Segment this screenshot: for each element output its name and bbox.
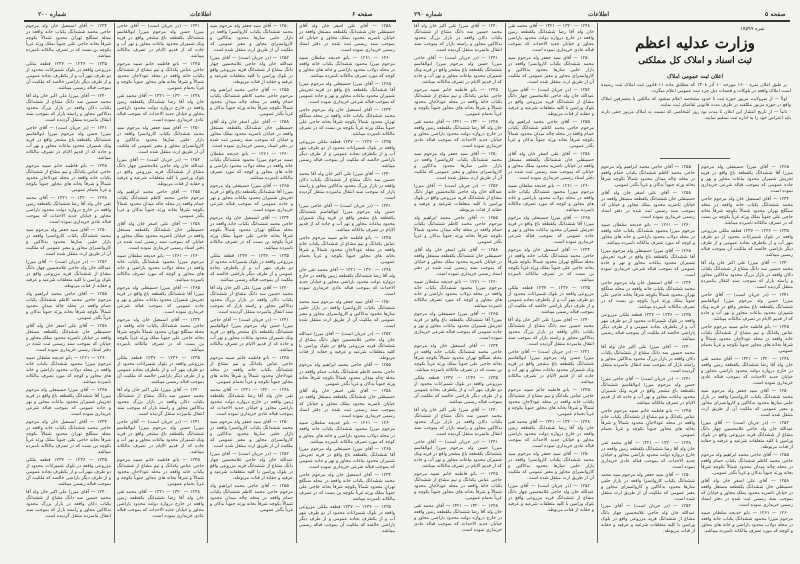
registry-entry: ۱۲۴۱ — (در جریان است) — آقای حاجی میرزا حسن ولد مرحوم میرزا ابوالقاسم ششدانگ یکقطعه باغ مشجر واقع در قریه ونک شمیران محدود بباغات مجاور و نهر آب و جاده که از قدیم الایام در تصرف مالکانه میباشد. <box>299 203 395 233</box>
registry-entry: ۱۲۵۲ — (در جریان است) — آقای میرزا عبدالله خان ولد حاجی غلامحسین چهار دانگ مشاع از ششدانگ قریه مزروعی واقع در بلوک ورامین با کلیه متعلقات شرعیه و عرفیه و حقابه از قنات مربوطه. <box>210 55 293 86</box>
registry-entry: ۱۲۵۰ — آقای سید جعفر ولد مرحوم سید محمد ششدانگ یکباب کاروانسرا واقعه در بازار حلبی سازها محدود بدکاکین و کاروانسرای مجاور و معبر عمومی که ملکیت آن از طریق ارث منتقل شده است. <box>210 24 293 54</box>
registry-entry: ۱۲۳۴ — آقای اسمعیل خان ولد مرحوم حاجی محمد ششدانگ یکباب خانه واقعه در محله سنگلج تهران محدود شمالاً بکوچه شرقاً بخانه حاجی علی جنوباً بملک ورثه غرباً بکوچه بن بست که در تصرف مالکانه نامبرده میباشد. <box>299 473 395 503</box>
registry-entry: ۱۲۵۵ — آقای حاجی محمد ابراهیم ولد مرحوم حاجی محمد کاظم ششدانگ یکباب حمام واقعه در محله چاله میدان محدود شمالاً بکوچه شرقاً بخانه ورثه جنوباً بدکان و غرباً بگذر عمومی. <box>701 452 793 476</box>
registry-entry: ۱۲۳۴ — آقای اسمعیل خان ولد مرحوم حاجی محمد ششدانگ یکباب خانه واقعه در محله سنگلج تهران محدود شمالاً بکوچه شرقاً بخانه حاجی علی جنوباً بملک ورثه غرباً بکوچه بن بست که در تصرف مالکانه نامبرده میباشد. <box>414 343 502 374</box>
registry-entry: ۱۲۵۸ — آقای علی اصغر خان ولد آقای حسینقلی خان ششدانگ یکقطعه مستغل واقعه در خیابان ناصریه محدود بملک مجاور و خیابان که بموجب سند رسمی ثبت شده در دفتر اسناد رسمی خریداری نموده است. <box>414 247 502 278</box>
registry-entry: ۱۲۴۸ — ۱۳۲۰ — ۱۳۲۱ — آقای محمد تقی خان ولد آقا رضا ششدانگ یکقطعه زمین واقعه در خارج دروازه دولت محدود باراضی مجاور و خیابان جدید الاحداث که بموجب قباله عادی خریداری نموده است. <box>701 356 793 387</box>
registry-entry: ۱۲۴۰ — آقای میرزا علی اکبر خان ولد آقا محمد حسین سه دانگ مشاع از ششدانگ یکباب دکان واقعه در بازار بزرگ محدود بدکاکین مجاور و راسته بازار که بموجب سند انتقال بنامبرده منتقل گردیده است. <box>26 94 111 124</box>
registry-entry: ۱۲۵۵ — آقای حاجی محمد ابراهیم ولد مرحوم حاجی محمد کاظم ششدانگ یکباب حمام واقعه در محله چاله میدان محدود شمالاً بکوچه شرقاً بخانه ورثه جنوباً بدکان و غرباً بگذر عمومی. <box>508 119 594 150</box>
registry-entry: ۱۲۳۵ — ۱۲۳۶ — ۱۲۳۷ قطعه ملکی مزروعی واقعه در بلوک شمیرانات محدود از دو طرف بنهر آب و از یکطرف بجاده عمومی و از طرف دیگر باراضی خالصه که ملکیت آن بموجب قباله رسمی میباشد. <box>26 62 111 92</box>
registry-entry: ۱۲۳۵ — ۱۲۳۶ — ۱۲۳۷ قطعه ملکی مزروعی واقعه در بلوک شمیرانات محدود از دو طرف بنهر آب و از یکطرف بجاده عمومی و از طرف دیگر باراضی خالصه که ملکیت آن بموجب قباله رسمی میباشد. <box>508 285 594 316</box>
registry-entry: ۱۲۶۰ — ۱۲۶۱ — بانو خدیجه سلطان صبیه مرحوم میرزا محمود ششدانگ یکباب خانه واقعه در محله دولاب محدود باراضی و خانه های مجاور و کوچه که مورد تصرف مالکانه نامبرده میباشد. <box>701 510 793 534</box>
registry-entry: ۱۲۴۵ — بانو فاطمه خانم صبیه مرحوم حاجی عباس یکدانگ و نیم مشاع از ششدانگ یکباب خانه واقعه در محله عودلاجان محدود شمالاً و شرقاً بخانه های مجاور جنوباً بکوچه و غرباً بحمام عمومی. <box>508 387 594 418</box>
registry-entry: ۱۲۵۰ — آقای سید جعفر ولد مرحوم سید محمد ششدانگ یکباب کاروانسرا واقعه در بازار حلبی سازها محدود بدکاکین و کاروانسرای مجاور و معبر عمومی که ملکیت آن از طریق ارث منتقل شده است. <box>210 419 293 450</box>
intro-paragraph: ثانیاً — از تاریخ انتشار این اعلان تا مدت نود روز اشخاصی که نسبت به املاک مزبور حقی دارند باید اعتراض خود را به اداره ثبت تسلیم نمایند. <box>601 110 791 122</box>
registry-entry: ۱۲۴۵ — بانو فاطمه خانم صبیه مرحوم حاجی عباس یکدانگ و نیم مشاع از ششدانگ یکباب خانه واقعه در محله عودلاجان محدود شمالاً و شرقاً بخانه های مجاور جنوباً بکوچه و غرباً بحمام عمومی. <box>210 355 293 386</box>
registry-entry: ۱۲۵۸ — آقای علی اصغر خان ولد آقای حسینقلی خان ششدانگ یکقطعه مستغل واقعه در خیابان ناصریه محدود بملک مجاور و خیابان که بموجب سند رسمی ثبت شده در دفتر اسناد رسمی خریداری نموده است. <box>26 323 111 354</box>
intro-paragraph: بر طبق اعلان نمره ۱۶۰۰ مورخه ۱۰ آذر ۱۳۰۸ که مطابق ماده ۱۱ قانون ثبت املاک ثبت رسیده است املاک واقعه در بلوکات و قصبات ذیل جزء ثبت عمومی اعلام میگردد. <box>601 83 791 95</box>
registry-entry: ۱۲۶۰ — ۱۲۶۱ — بانو خدیجه سلطان صبیه مرحوم میرزا محمود ششدانگ یکباب خانه واقعه در محله دولاب محدود باراضی و خانه های مجاور و کوچه که مورد تصرف مالکانه نامبرده میباشد. <box>117 253 204 284</box>
column-divider <box>505 23 506 543</box>
registry-entry: ۱۲۵۵ — آقای حاجی محمد ابراهیم ولد مرحوم حاجی محمد کاظم ششدانگ یکباب حمام واقعه در محله چاله میدان محدود شمالاً بکوچه شرقاً بخانه ورثه جنوباً بدکان و غرباً بگذر عمومی. <box>117 189 204 220</box>
registry-entry: ۱۲۶۵ — آقای میرزا حسینعلی ولد مرحوم میرزا آقا ششدانگ یکقطعه باغ واقع در قریه تجریش شمیران محدود بباغات مجاور و نهر و جاده عمومی که بموجب قباله شرعی خریداری نموده است. <box>299 81 395 106</box>
registry-entry: ۱۲۳۵ — ۱۲۳۶ — ۱۲۳۷ قطعه ملکی مزروعی واقعه در بلوک شمیرانات محدود از دو طرف بنهر آب و از یکطرف بجاده عمومی و از طرف دیگر باراضی خالصه که ملکیت آن بموجب قباله رسمی میباشد. <box>414 375 502 406</box>
registry-entry: ۱۲۵۰ — آقای سید جعفر ولد مرحوم سید محمد ششدانگ یکباب کاروانسرا واقعه در بازار حلبی سازها محدود بدکاکین و کاروانسرای مجاور و معبر عمومی که ملکیت آن از طریق ارث منتقل شده است. <box>601 472 695 502</box>
registry-entry: ۱۲۵۰ — آقای سید جعفر ولد مرحوم سید محمد ششدانگ یکباب کاروانسرا واقعه در بازار حلبی سازها محدود بدکاکین و کاروانسرای مجاور و معبر عمومی که ملکیت آن از طریق ارث منتقل شده است. <box>26 228 111 258</box>
registry-entry: ۱۲۳۴ — آقای اسمعیل خان ولد مرحوم حاجی محمد ششدانگ یکباب خانه واقعه در محله سنگلج تهران محدود شمالاً بکوچه شرقاً بخانه حاجی علی جنوباً بملک ورثه غرباً بکوچه بن بست که در تصرف مالکانه نامبرده میباشد. <box>26 419 111 456</box>
registry-entry: ۱۲۴۸ — ۱۳۲۰ — ۱۳۲۱ — آقای محمد تقی خان ولد آقا رضا ششدانگ یکقطعه زمین واقعه در خارج دروازه دولت محدود باراضی مجاور و خیابان جدید الاحداث که بموجب قباله عادی خریداری نموده است. <box>26 196 111 226</box>
registry-entry: ۱۲۵۰ — آقای سید جعفر ولد مرحوم سید محمد ششدانگ یکباب کاروانسرا واقعه در بازار حلبی سازها محدود بدکاکین و کاروانسرای مجاور و معبر عمومی که ملکیت آن از طریق ارث منتقل شده است. <box>701 388 793 419</box>
registry-entry: ۱۲۵۰ — آقای سید جعفر ولد مرحوم سید محمد ششدانگ یکباب کاروانسرا واقعه در بازار حلبی سازها محدود بدکاکین و کاروانسرای مجاور و معبر عمومی که ملکیت آن از طریق ارث منتقل شده است. <box>508 451 594 482</box>
article-column <box>414 24 502 536</box>
right-issue-label: شماره ۲۹۰ <box>414 11 443 18</box>
registry-entry: ۱۲۴۱ — (در جریان است) — آقای حاجی میرزا حسن ولد مرحوم میرزا ابوالقاسم ششدانگ یکقطعه باغ مشجر واقع در قریه ونک شمیران محدود بباغات مجاور و نهر آب و جاده که از قدیم الایام در تصرف مالکانه میباشد. <box>117 24 204 60</box>
registry-entry: ۱۲۶۵ — آقای میرزا حسینعلی ولد مرحوم میرزا آقا ششدانگ یکقطعه باغ واقع در قریه تجریش شمیران محدود بباغات مجاور و نهر و جاده عمومی که بموجب قباله شرعی خریداری نموده است. <box>414 311 502 342</box>
registry-entry: ۱۲۴۰ — آقای میرزا علی اکبر خان ولد آقا محمد حسین سه دانگ مشاع از ششدانگ یکباب دکان واقعه در بازار بزرگ محدود بدکاکین مجاور و راسته بازار که بموجب سند انتقال بنامبرده منتقل گردیده است. <box>414 407 502 437</box>
registry-entry: ۱۲۴۰ — آقای میرزا علی اکبر خان ولد آقا محمد حسین سه دانگ مشاع از ششدانگ یکباب دکان واقعه در بازار بزرگ محدود بدکاکین مجاور و راسته بازار که بموجب سند انتقال بنامبرده منتقل گردیده است. <box>701 260 793 291</box>
registry-entry: ۱۲۶۰ — ۱۲۶۱ — بانو خدیجه سلطان صبیه مرحوم میرزا محمود ششدانگ یکباب خانه واقعه در محله دولاب محدود باراضی و خانه های مجاور و کوچه که مورد تصرف مالکانه نامبرده میباشد. <box>414 279 502 310</box>
registry-entry: ۱۲۳۴ — آقای اسمعیل خان ولد مرحوم حاجی محمد ششدانگ یکباب خانه واقعه در محله سنگلج تهران محدود شمالاً بکوچه شرقاً بخانه حاجی علی جنوباً بملک ورثه غرباً بکوچه بن بست که در تصرف مالکانه نامبرده میباشد. <box>508 247 594 284</box>
registry-entry: ۱۲۶۵ — آقای میرزا حسینعلی ولد مرحوم میرزا آقا ششدانگ یکقطعه باغ واقع در قریه تجریش شمیران محدود بباغات مجاور و نهر و جاده عمومی که بموجب قباله شرعی خریداری نموده است. <box>26 387 111 418</box>
registry-entry: ۱۲۵۵ — آقای حاجی محمد ابراهیم ولد مرحوم حاجی محمد کاظم ششدانگ یکباب حمام واقعه در محله چاله میدان محدود شمالاً بکوچه شرقاً بخانه ورثه جنوباً بدکان و غرباً بگذر عمومی. <box>210 483 293 514</box>
registry-entry: ۱۲۴۱ — (در جریان است) — آقای حاجی میرزا حسن ولد مرحوم میرزا ابوالقاسم ششدانگ یکقطعه باغ مشجر واقع در قریه ونک شمیران محدود بباغات مجاور و نهر آب و جاده که از قدیم الایام در تصرف مالکانه میباشد. <box>508 349 594 386</box>
left-issue-label: شماره ۲۰۰ <box>38 11 67 18</box>
article-column <box>26 24 111 522</box>
registry-entry: ۱۲۵۸ — آقای علی اصغر خان ولد آقای حسینقلی خان ششدانگ یکقطعه مستغل واقعه در خیابان ناصریه محدود بملک مجاور و خیابان که بموجب سند رسمی ثبت شده در دفتر اسناد رسمی خریداری نموده است. <box>601 190 695 221</box>
registry-entry: ۱۲۵۲ — (در جریان است) — آقای میرزا عبدالله خان ولد حاجی غلامحسین چهار دانگ مشاع از ششدانگ قریه مزروعی واقع در بلوک ورامین با کلیه متعلقات شرعیه و عرفیه و حقابه از قنات مربوطه. <box>701 420 793 451</box>
registry-entry: ۱۲۴۰ — آقای میرزا علی اکبر خان ولد آقا محمد حسین سه دانگ مشاع از ششدانگ یکباب دکان واقعه در بازار بزرگ محدود بدکاکین مجاور و راسته بازار که بموجب سند انتقال بنامبرده منتقل گردیده است. <box>210 285 293 316</box>
department-subtitle: ثبت اسناد و املاک کل مملکتی <box>638 56 752 66</box>
notice-number: نمره ۱۷۵۹۹ <box>740 26 765 32</box>
intro-text <box>601 83 791 124</box>
registry-entry: ۱۲۴۱ — (در جریان است) — آقای حاجی میرزا حسن ولد مرحوم میرزا ابوالقاسم ششدانگ یکقطعه باغ مشجر واقع در قریه ونک شمیران محدود بباغات مجاور و نهر آب و جاده که از قدیم الایام در تصرف مالکانه میباشد. <box>701 292 793 323</box>
registry-entry: ۱۲۴۱ — (در جریان است) — آقای حاجی میرزا حسن ولد مرحوم میرزا ابوالقاسم ششدانگ یکقطعه باغ مشجر واقع در قریه ونک شمیران محدود بباغات مجاور و نهر آب و جاده که از قدیم الایام در تصرف مالکانه میباشد. <box>414 55 502 86</box>
registry-entry: ۱۲۵۲ — (در جریان است) — آقای میرزا عبدالله خان ولد حاجی غلامحسین چهار دانگ مشاع از ششدانگ قریه مزروعی واقع در بلوک ورامین با کلیه متعلقات شرعیه و عرفیه و حقابه از قنات مربوطه. <box>414 183 502 214</box>
registry-entry: ۱۲۴۰ — آقای میرزا علی اکبر خان ولد آقا محمد حسین سه دانگ مشاع از ششدانگ یکباب دکان واقعه در بازار بزرگ محدود بدکاکین مجاور و راسته بازار که بموجب سند انتقال بنامبرده منتقل گردیده است. <box>601 344 695 374</box>
column-divider <box>114 23 115 543</box>
registry-entry: ۱۲۵۲ — (در جریان است) — آقای میرزا عبدالله خان ولد حاجی غلامحسین چهار دانگ مشاع از ششدانگ قریه مزروعی واقع در بلوک ورامین با کلیه متعلقات شرعیه و عرفیه و حقابه از قنات مربوطه. <box>508 87 594 118</box>
registry-entry: ۱۲۴۰ — آقای میرزا علی اکبر خان ولد آقا محمد حسین سه دانگ مشاع از ششدانگ یکباب دکان واقعه در بازار بزرگ محدود بدکاکین مجاور و راسته بازار که بموجب سند انتقال بنامبرده منتقل گردیده است. <box>117 387 204 418</box>
registry-entry: ۱۲۵۵ — آقای حاجی محمد ابراهیم ولد مرحوم حاجی محمد کاظم ششدانگ یکباب حمام واقعه در محله چاله میدان محدود شمالاً بکوچه شرقاً بخانه ورثه جنوباً بدکان و غرباً بگذر عمومی. <box>210 87 293 118</box>
registry-entry: ۱۲۵۵ — آقای حاجی محمد ابراهیم ولد مرحوم حاجی محمد کاظم ششدانگ یکباب حمام واقعه در محله چاله میدان محدود شمالاً بکوچه شرقاً بخانه ورثه جنوباً بدکان و غرباً بگذر عمومی. <box>26 291 111 322</box>
registry-entry: ۱۲۶۰ — ۱۲۶۱ — بانو خدیجه سلطان صبیه مرحوم میرزا محمود ششدانگ یکباب خانه واقعه در محله دولاب محدود باراضی و خانه های مجاور و کوچه که مورد تصرف مالکانه نامبرده میباشد. <box>299 421 395 445</box>
registry-entry: ۱۲۴۸ — ۱۳۲۰ — ۱۳۲۱ — آقای محمد تقی خان ولد آقا رضا ششدانگ یکقطعه زمین واقعه در خارج دروازه دولت محدود باراضی مجاور و خیابان جدید الاحداث که بموجب قباله عادی خریداری نموده است. <box>414 503 502 533</box>
registry-entry: ۱۲۵۰ — آقای سید جعفر ولد مرحوم سید محمد ششدانگ یکباب کاروانسرا واقعه در بازار حلبی سازها محدود بدکاکین و کاروانسرای مجاور و معبر عمومی که ملکیت آن از طریق ارث منتقل شده است. <box>508 55 594 86</box>
ornament-rule <box>660 158 730 159</box>
registry-entry: ۱۲۶۵ — آقای میرزا حسینعلی ولد مرحوم میرزا آقا ششدانگ یکقطعه باغ واقع در قریه تجریش شمیران محدود بباغات مجاور و نهر و جاده عمومی که بموجب قباله شرعی خریداری نموده است. <box>701 165 793 195</box>
registry-entry: ۱۲۵۲ — (در جریان است) — آقای میرزا عبدالله خان ولد حاجی غلامحسین چهار دانگ مشاع از ششدانگ قریه مزروعی واقع در بلوک ورامین با کلیه متعلقات شرعیه و عرفیه و حقابه از قنات مربوطه. <box>26 259 111 290</box>
registry-entry: ۱۲۴۵ — بانو فاطمه خانم صبیه مرحوم حاجی عباس یکدانگ و نیم مشاع از ششدانگ یکباب خانه واقعه در محله عودلاجان محدود شمالاً و شرقاً بخانه های مجاور جنوباً بکوچه و غرباً بحمام عمومی. <box>414 471 502 501</box>
registry-entry: ۱۲۴۱ — (در جریان است) — آقای حاجی میرزا حسن ولد مرحوم میرزا ابوالقاسم ششدانگ یکقطعه باغ مشجر واقع در قریه ونک شمیران محدود بباغات مجاور و نهر آب و جاده که از قدیم الایام در تصرف مالکانه میباشد. <box>601 376 695 406</box>
registry-entry: ۱۲۵۲ — (در جریان است) — آقای میرزا عبدالله خان ولد حاجی غلامحسین چهار دانگ مشاع از ششدانگ قریه مزروعی واقع در بلوک ورامین با کلیه متعلقات شرعیه و عرفیه و حقابه از قنات مربوطه. <box>601 504 695 534</box>
registry-entry: ۱۲۴۵ — بانو فاطمه خانم صبیه مرحوم حاجی عباس یکدانگ و نیم مشاع از ششدانگ یکباب خانه واقعه در محله عودلاجان محدود شمالاً و شرقاً بخانه های مجاور جنوباً بکوچه و غرباً بحمام عمومی. <box>117 62 204 92</box>
column-divider <box>296 23 297 543</box>
registry-entry: ۱۲۴۸ — ۱۳۲۰ — ۱۳۲۱ — آقای محمد تقی خان ولد آقا رضا ششدانگ یکقطعه زمین واقعه در خارج دروازه دولت محدود باراضی مجاور و خیابان جدید الاحداث که بموجب قباله عادی خریداری نموده است. <box>601 440 695 470</box>
registry-entry: ۱۲۵۵ — آقای حاجی محمد ابراهیم ولد مرحوم حاجی محمد کاظم ششدانگ یکباب حمام واقعه در محله چاله میدان محدود شمالاً بکوچه شرقاً بخانه ورثه جنوباً بدکان و غرباً بگذر عمومی. <box>299 363 395 387</box>
registry-entry: ۱۲۶۵ — آقای میرزا حسینعلی ولد مرحوم میرزا آقا ششدانگ یکقطعه باغ واقع در قریه تجریش شمیران محدود بباغات مجاور و نهر و جاده عمومی که بموجب قباله شرعی خریداری نموده است. <box>299 447 395 471</box>
registry-entry: ۱۲۴۰ — آقای میرزا علی اکبر خان ولد آقا محمد حسین سه دانگ مشاع از ششدانگ یکباب دکان واقعه در بازار بزرگ محدود بدکاکین مجاور و راسته بازار که بموجب سند انتقال بنامبرده منتقل گردیده است. <box>508 317 594 348</box>
registry-entry: ۱۲۵۲ — (در جریان است) — آقای میرزا عبدالله خان ولد حاجی غلامحسین چهار دانگ مشاع از ششدانگ قریه مزروعی واقع در بلوک ورامین با کلیه متعلقات شرعیه و عرفیه و حقابه از قنات مربوطه. <box>299 331 395 361</box>
registry-entry: ۱۲۴۸ — ۱۳۲۰ — ۱۳۲۱ — آقای محمد تقی خان ولد آقا رضا ششدانگ یکقطعه زمین واقعه در خارج دروازه دولت محدود باراضی مجاور و خیابان جدید الاحداث که بموجب قباله عادی خریداری نموده است. <box>117 489 204 520</box>
registry-entry: ۱۲۴۰ — آقای میرزا علی اکبر خان ولد آقا محمد حسین سه دانگ مشاع از ششدانگ یکباب دکان واقعه در بازار بزرگ محدود بدکاکین مجاور و راسته بازار که بموجب سند انتقال بنامبرده منتقل گردیده است. <box>414 24 502 54</box>
registry-entry: ۱۲۵۲ — (در جریان است) — آقای میرزا عبدالله خان ولد حاجی غلامحسین چهار دانگ مشاع از ششدانگ قریه مزروعی واقع در بلوک ورامین با کلیه متعلقات شرعیه و عرفیه و حقابه از قنات مربوطه. <box>117 157 204 188</box>
registry-entry: ۱۲۳۴ — آقای اسمعیل خان ولد مرحوم حاجی محمد ششدانگ یکباب خانه واقعه در محله سنگلج تهران محدود شمالاً بکوچه شرقاً بخانه حاجی علی جنوباً بملک ورثه غرباً بکوچه بن بست که در تصرف مالکانه نامبرده میباشد. <box>26 24 111 60</box>
registry-entry: ۱۲۴۱ — (در جریان است) — آقای حاجی میرزا حسن ولد مرحوم میرزا ابوالقاسم ششدانگ یکقطعه باغ مشجر واقع در قریه ونک شمیران محدود بباغات مجاور و نهر آب و جاده که از قدیم الایام در تصرف مالکانه میباشد. <box>210 317 293 354</box>
registry-entry: ۱۲۶۰ — ۱۲۶۱ — بانو خدیجه سلطان صبیه مرحوم میرزا محمود ششدانگ یکباب خانه واقعه در محله دولاب محدود باراضی و خانه های مجاور و کوچه که مورد تصرف مالکانه نامبرده میباشد. <box>26 355 111 386</box>
registry-entry: ۱۲۴۸ — ۱۳۲۰ — ۱۳۲۱ — آقای محمد تقی خان ولد آقا رضا ششدانگ یکقطعه زمین واقعه در خارج دروازه دولت محدود باراضی مجاور و خیابان جدید الاحداث که بموجب قباله عادی خریداری نموده است. <box>299 267 395 297</box>
registry-entry: ۱۲۴۵ — بانو فاطمه خانم صبیه مرحوم حاجی عباس یکدانگ و نیم مشاع از ششدانگ یکباب خانه واقعه در محله عودلاجان محدود شمالاً و شرقاً بخانه های مجاور جنوباً بکوچه و غرباً بحمام عمومی. <box>117 457 204 488</box>
registry-entry: ۱۲۳۵ — ۱۲۳۶ — ۱۲۳۷ قطعه ملکی مزروعی واقعه در بلوک شمیرانات محدود از دو طرف بنهر آب و از یکطرف بجاده عمومی و از طرف دیگر باراضی خالصه که ملکیت آن بموجب قباله رسمی میباشد. <box>117 355 204 386</box>
registry-entry: ۱۲۵۰ — آقای سید جعفر ولد مرحوم سید محمد ششدانگ یکباب کاروانسرا واقعه در بازار حلبی سازها محدود بدکاکین و کاروانسرای مجاور و معبر عمومی که ملکیت آن از طریق ارث منتقل شده است. <box>117 126 204 156</box>
registry-entry: ۱۲۴۵ — بانو فاطمه خانم صبیه مرحوم حاجی عباس یکدانگ و نیم مشاع از ششدانگ یکباب خانه واقعه در محله عودلاجان محدود شمالاً و شرقاً بخانه های مجاور جنوباً بکوچه و غرباً بحمام عمومی. <box>299 235 395 265</box>
registry-entry: ۱۲۵۰ — آقای سید جعفر ولد مرحوم سید محمد ششدانگ یکباب کاروانسرا واقعه در بازار حلبی سازها محدود بدکاکین و کاروانسرای مجاور و معبر عمومی که ملکیت آن از طریق ارث منتقل شده است. <box>414 151 502 182</box>
registry-entry: ۱۲۶۵ — آقای میرزا حسینعلی ولد مرحوم میرزا آقا ششدانگ یکقطعه باغ واقع در قریه تجریش شمیران محدود بباغات مجاور و نهر و جاده عمومی که بموجب قباله شرعی خریداری نموده است. <box>508 215 594 246</box>
left-masthead: اطلاعات <box>190 11 212 18</box>
registry-entry: ۱۲۳۵ — ۱۲۳۶ — ۱۲۳۷ قطعه ملکی مزروعی واقعه در بلوک شمیرانات محدود از دو طرف بنهر آب و از یکطرف بجاده عمومی و از طرف دیگر باراضی خالصه که ملکیت آن بموجب قباله رسمی میباشد. <box>701 228 793 259</box>
registry-entry: ۱۲۴۰ — آقای میرزا علی اکبر خان ولد آقا محمد حسین سه دانگ مشاع از ششدانگ یکباب دکان واقعه در بازار بزرگ محدود بدکاکین مجاور و راسته بازار که بموجب سند انتقال بنامبرده منتقل گردیده است. <box>299 171 395 202</box>
registry-entry: ۱۲۵۸ — آقای علی اصغر خان ولد آقای حسینقلی خان ششدانگ یکقطعه مستغل واقعه در خیابان ناصریه محدود بملک مجاور و خیابان که بموجب سند رسمی ثبت شده در دفتر اسناد رسمی خریداری نموده است. <box>117 221 204 252</box>
registry-entry: ۱۲۳۵ — ۱۲۳۶ — ۱۲۳۷ قطعه ملکی مزروعی واقعه در بلوک شمیرانات محدود از دو طرف بنهر آب و از یکطرف بجاده عمومی و از طرف دیگر باراضی خالصه که ملکیت آن بموجب قباله رسمی میباشد. <box>299 139 395 170</box>
article-column <box>117 24 204 522</box>
registry-entry: ۱۲۴۸ — ۱۳۲۰ — ۱۳۲۱ — آقای محمد تقی خان ولد آقا رضا ششدانگ یکقطعه زمین واقعه در خارج دروازه دولت محدود باراضی مجاور و خیابان جدید الاحداث که بموجب قباله عادی خریداری نموده است. <box>210 387 293 418</box>
registry-entry: ۱۲۵۲ — (در جریان است) — آقای میرزا عبدالله خان ولد حاجی غلامحسین چهار دانگ مشاع از ششدانگ قریه مزروعی واقع در بلوک ورامین با کلیه متعلقات شرعیه و عرفیه و حقابه از قنات مربوطه. <box>210 451 293 482</box>
registry-entry: ۱۲۴۸ — ۱۳۲۰ — ۱۳۲۱ — آقای محمد تقی خان ولد آقا رضا ششدانگ یکقطعه زمین واقعه در خارج دروازه دولت محدود باراضی مجاور و خیابان جدید الاحداث که بموجب قباله عادی خریداری نموده است. <box>117 94 204 124</box>
registry-entry: ۱۲۵۸ — آقای علی اصغر خان ولد آقای حسینقلی خان ششدانگ یکقطعه مستغل واقعه در خیابان ناصریه محدود بملک مجاور و خیابان که بموجب سند رسمی ثبت شده در دفتر اسناد رسمی خریداری نموده است. <box>299 389 395 419</box>
column-divider <box>207 23 208 543</box>
ministry-title: وزارت عدلیه اعظم <box>635 34 755 52</box>
registry-entry: ۱۲۶۰ — ۱۲۶۱ — بانو خدیجه سلطان صبیه مرحوم میرزا محمود ششدانگ یکباب خانه واقعه در محله دولاب محدود باراضی و خانه های مجاور و کوچه که مورد تصرف مالکانه نامبرده میباشد. <box>210 151 293 182</box>
registry-entry: ۱۲۳۵ — ۱۲۳۶ — ۱۲۳۷ قطعه ملکی مزروعی واقعه در بلوک شمیرانات محدود از دو طرف بنهر آب و از یکطرف بجاده عمومی و از طرف دیگر باراضی خالصه که ملکیت آن بموجب قباله رسمی میباشد. <box>299 505 395 535</box>
registry-entry: ۱۲۴۵ — بانو فاطمه خانم صبیه مرحوم حاجی عباس یکدانگ و نیم مشاع از ششدانگ یکباب خانه واقعه در محله عودلاجان محدود شمالاً و شرقاً بخانه های مجاور جنوباً بکوچه و غرباً بحمام عمومی. <box>701 324 793 355</box>
registry-entry: ۱۲۵۸ — آقای علی اصغر خان ولد آقای حسینقلی خان ششدانگ یکقطعه مستغل واقعه در خیابان ناصریه محدود بملک مجاور و خیابان که بموجب سند رسمی ثبت شده در دفتر اسناد رسمی خریداری نموده است. <box>508 151 594 182</box>
left-header-rule <box>24 20 396 22</box>
registry-entry: ۱۲۴۱ — (در جریان است) — آقای حاجی میرزا حسن ولد مرحوم میرزا ابوالقاسم ششدانگ یکقطعه باغ مشجر واقع در قریه ونک شمیران محدود بباغات مجاور و نهر آب و جاده که از قدیم الایام در تصرف مالکانه میباشد. <box>26 126 111 162</box>
registry-entry: ۱۲۳۴ — آقای اسمعیل خان ولد مرحوم حاجی محمد ششدانگ یکباب خانه واقعه در محله سنگلج تهران محدود شمالاً بکوچه شرقاً بخانه حاجی علی جنوباً بملک ورثه غرباً بکوچه بن بست که در تصرف مالکانه نامبرده میباشد. <box>701 196 793 227</box>
registry-entry: ۱۲۳۴ — آقای اسمعیل خان ولد مرحوم حاجی محمد ششدانگ یکباب خانه واقعه در محله سنگلج تهران محدود شمالاً بکوچه شرقاً بخانه حاجی علی جنوباً بملک ورثه غرباً بکوچه بن بست که در تصرف مالکانه نامبرده میباشد. <box>299 107 395 138</box>
registry-entry: ۱۲۶۵ — آقای میرزا حسینعلی ولد مرحوم میرزا آقا ششدانگ یکقطعه باغ واقع در قریه تجریش شمیران محدود بباغات مجاور و نهر و جاده عمومی که بموجب قباله شرعی خریداری نموده است. <box>117 285 204 316</box>
registry-entry: ۱۲۶۵ — آقای میرزا حسینعلی ولد مرحوم میرزا آقا ششدانگ یکقطعه باغ واقع در قریه تجریش شمیران محدود بباغات مجاور و نهر و جاده عمومی که بموجب قباله شرعی خریداری نموده است. <box>210 183 293 214</box>
right-header-rule <box>412 20 790 22</box>
article-column <box>601 165 695 536</box>
registry-entry: ۱۲۴۱ — (در جریان است) — آقای حاجی میرزا حسن ولد مرحوم میرزا ابوالقاسم ششدانگ یکقطعه باغ مشجر واقع در قریه ونک شمیران محدود بباغات مجاور و نهر آب و جاده که از قدیم الایام در تصرف مالکانه میباشد. <box>117 419 204 456</box>
registry-entry: ۱۲۵۸ — آقای علی اصغر خان ولد آقای حسینقلی خان ششدانگ یکقطعه مستغل واقعه در خیابان ناصریه محدود بملک مجاور و خیابان که بموجب سند رسمی ثبت شده در دفتر اسناد رسمی خریداری نموده است. <box>210 119 293 150</box>
right-page-label: صفحه ۵ <box>765 11 786 18</box>
registry-entry: ۱۲۴۰ — آقای میرزا علی اکبر خان ولد آقا محمد حسین سه دانگ مشاع از ششدانگ یکباب دکان واقعه در بازار بزرگ محدود بدکاکین مجاور و راسته بازار که بموجب سند انتقال بنامبرده منتقل گردیده است. <box>26 489 111 520</box>
registry-entry: ۱۲۶۰ — ۱۲۶۱ — بانو خدیجه سلطان صبیه مرحوم میرزا محمود ششدانگ یکباب خانه واقعه در محله دولاب محدود باراضی و خانه های مجاور و کوچه که مورد تصرف مالکانه نامبرده میباشد. <box>601 222 695 247</box>
right-masthead: اطلاعات <box>588 11 610 18</box>
section-heading: اعلان ثبت عمومی املاک <box>667 74 723 80</box>
intro-paragraph: اولاً — از سرولایت مزبور حوزه ثبت تا حدود مشخصه اعلام میشود که مالکین با متصرفین املاک واقع در حوزه مزبور مکلفند در ظرف مدت قانونی تقاضای ثبت نمایند. <box>601 96 791 108</box>
column-divider <box>597 23 598 543</box>
registry-entry: ۱۲۶۰ — ۱۲۶۱ — بانو خدیجه سلطان صبیه مرحوم میرزا محمود ششدانگ یکباب خانه واقعه در محله دولاب محدود باراضی و خانه های مجاور و کوچه که مورد تصرف مالکانه نامبرده میباشد. <box>508 183 594 214</box>
article-column <box>508 24 594 516</box>
registry-entry: ۱۲۴۸ — ۱۳۲۰ — ۱۳۲۱ — آقای محمد تقی خان ولد آقا رضا ششدانگ یکقطعه زمین واقعه در خارج دروازه دولت محدود باراضی مجاور و خیابان جدید الاحداث که بموجب قباله عادی خریداری نموده است. <box>508 24 594 54</box>
registry-entry: ۱۲۴۸ — ۱۳۲۰ — ۱۳۲۱ — آقای محمد تقی خان ولد آقا رضا ششدانگ یکقطعه زمین واقعه در خارج دروازه دولت محدود باراضی مجاور و خیابان جدید الاحداث که بموجب قباله عادی خریداری نموده است. <box>508 419 594 450</box>
article-column <box>299 24 395 537</box>
registry-entry: ۱۲۳۵ — ۱۲۳۶ — ۱۲۳۷ قطعه ملکی مزروعی واقعه در بلوک شمیرانات محدود از دو طرف بنهر آب و از یکطرف بجاده عمومی و از طرف دیگر باراضی خالصه که ملکیت آن بموجب قباله رسمی میباشد. <box>210 253 293 284</box>
registry-entry: ۱۲۵۲ — (در جریان است) — آقای میرزا عبدالله خان ولد حاجی غلامحسین چهار دانگ مشاع از ششدانگ قریه مزروعی واقع در بلوک ورامین با کلیه متعلقات شرعیه و عرفیه و حقابه از قنات مربوطه. <box>508 483 594 514</box>
registry-entry: ۱۲۳۴ — آقای اسمعیل خان ولد مرحوم حاجی محمد ششدانگ یکباب خانه واقعه در محله سنگلج تهران محدود شمالاً بکوچه شرقاً بخانه حاجی علی جنوباً بملک ورثه غرباً بکوچه بن بست که در تصرف مالکانه نامبرده میباشد. <box>601 280 695 311</box>
registry-entry: ۱۲۵۵ — آقای حاجی محمد ابراهیم ولد مرحوم حاجی محمد کاظم ششدانگ یکباب حمام واقعه در محله چاله میدان محدود شمالاً بکوچه شرقاً بخانه ورثه جنوباً بدکان و غرباً بگذر عمومی. <box>601 165 695 189</box>
registry-entry: ۱۲۵۵ — آقای حاجی محمد ابراهیم ولد مرحوم حاجی محمد کاظم ششدانگ یکباب حمام واقعه در محله چاله میدان محدود شمالاً بکوچه شرقاً بخانه ورثه جنوباً بدکان و غرباً بگذر عمومی. <box>414 215 502 246</box>
registry-entry: ۱۲۵۸ — آقای علی اصغر خان ولد آقای حسینقلی خان ششدانگ یکقطعه مستغل واقعه در خیابان ناصریه محدود بملک مجاور و خیابان که بموجب سند رسمی ثبت شده در دفتر اسناد رسمی خریداری نموده است. <box>701 478 793 508</box>
registry-entry: ۱۲۳۴ — آقای اسمعیل خان ولد مرحوم حاجی محمد ششدانگ یکباب خانه واقعه در محله سنگلج تهران محدود شمالاً بکوچه شرقاً بخانه حاجی علی جنوباً بملک ورثه غرباً بکوچه بن بست که در تصرف مالکانه نامبرده میباشد. <box>210 215 293 252</box>
registry-entry: ۱۲۴۸ — ۱۳۲۰ — ۱۳۲۱ — آقای محمد تقی خان ولد آقا رضا ششدانگ یکقطعه زمین واقعه در خارج دروازه دولت محدود باراضی مجاور و خیابان جدید الاحداث که بموجب قباله عادی خریداری نموده است. <box>414 119 502 150</box>
registry-entry: ۱۲۵۰ — آقای سید جعفر ولد مرحوم سید محمد ششدانگ یکباب کاروانسرا واقعه در بازار حلبی سازها محدود بدکاکین و کاروانسرای مجاور و معبر عمومی که ملکیت آن از طریق ارث منتقل شده است. <box>299 299 395 329</box>
registry-entry: ۱۲۳۵ — ۱۲۳۶ — ۱۲۳۷ قطعه ملکی مزروعی واقعه در بلوک شمیرانات محدود از دو طرف بنهر آب و از یکطرف بجاده عمومی و از طرف دیگر باراضی خالصه که ملکیت آن بموجب قباله رسمی میباشد. <box>26 457 111 488</box>
column-divider <box>698 164 699 544</box>
registry-entry: ۱۲۳۴ — آقای اسمعیل خان ولد مرحوم حاجی محمد ششدانگ یکباب خانه واقعه در محله سنگلج تهران محدود شمالاً بکوچه شرقاً بخانه حاجی علی جنوباً بملک ورثه غرباً بکوچه بن بست که در تصرف مالکانه نامبرده میباشد. <box>117 317 204 354</box>
registry-entry: ۱۲۶۰ — ۱۲۶۱ — بانو خدیجه سلطان صبیه مرحوم میرزا محمود ششدانگ یکباب خانه واقعه در محله دولاب محدود باراضی و خانه های مجاور و کوچه که مورد تصرف مالکانه نامبرده میباشد. <box>299 55 395 80</box>
registry-entry: ۱۲۴۵ — بانو فاطمه خانم صبیه مرحوم حاجی عباس یکدانگ و نیم مشاع از ششدانگ یکباب خانه واقعه در محله عودلاجان محدود شمالاً و شرقاً بخانه های مجاور جنوباً بکوچه و غرباً بحمام عمومی. <box>601 408 695 438</box>
registry-entry: ۱۲۳۵ — ۱۲۳۶ — ۱۲۳۷ قطعه ملکی مزروعی واقعه در بلوک شمیرانات محدود از دو طرف بنهر آب و از یکطرف بجاده عمومی و از طرف دیگر باراضی خالصه که ملکیت آن بموجب قباله رسمی میباشد. <box>601 312 695 343</box>
registry-entry: ۱۲۶۵ — آقای میرزا حسینعلی ولد مرحوم میرزا آقا ششدانگ یکقطعه باغ واقع در قریه تجریش شمیران محدود بباغات مجاور و نهر و جاده عمومی که بموجب قباله شرعی خریداری نموده است. <box>601 248 695 279</box>
left-page-label: صفحه ۶ <box>352 11 373 18</box>
registry-entry: ۱۲۴۵ — بانو فاطمه خانم صبیه مرحوم حاجی عباس یکدانگ و نیم مشاع از ششدانگ یکباب خانه واقعه در محله عودلاجان محدود شمالاً و شرقاً بخانه های مجاور جنوباً بکوچه و غرباً بحمام عمومی. <box>414 87 502 118</box>
article-column <box>210 24 293 516</box>
article-column <box>701 165 793 536</box>
registry-entry: ۱۲۴۵ — بانو فاطمه خانم صبیه مرحوم حاجی عباس یکدانگ و نیم مشاع از ششدانگ یکباب خانه واقعه در محله عودلاجان محدود شمالاً و شرقاً بخانه های مجاور جنوباً بکوچه و غرباً بحمام عمومی. <box>26 164 111 194</box>
registry-entry: ۱۲۴۱ — (در جریان است) — آقای حاجی میرزا حسن ولد مرحوم میرزا ابوالقاسم ششدانگ یکقطعه باغ مشجر واقع در قریه ونک شمیران محدود بباغات مجاور و نهر آب و جاده که از قدیم الایام در تصرف مالکانه میباشد. <box>414 439 502 469</box>
registry-entry: ۱۲۵۸ — آقای علی اصغر خان ولد آقای حسینقلی خان ششدانگ یکقطعه مستغل واقعه در خیابان ناصریه محدود بملک مجاور و خیابان که بموجب سند رسمی ثبت شده در دفتر اسناد رسمی خریداری نموده است. <box>299 24 395 54</box>
